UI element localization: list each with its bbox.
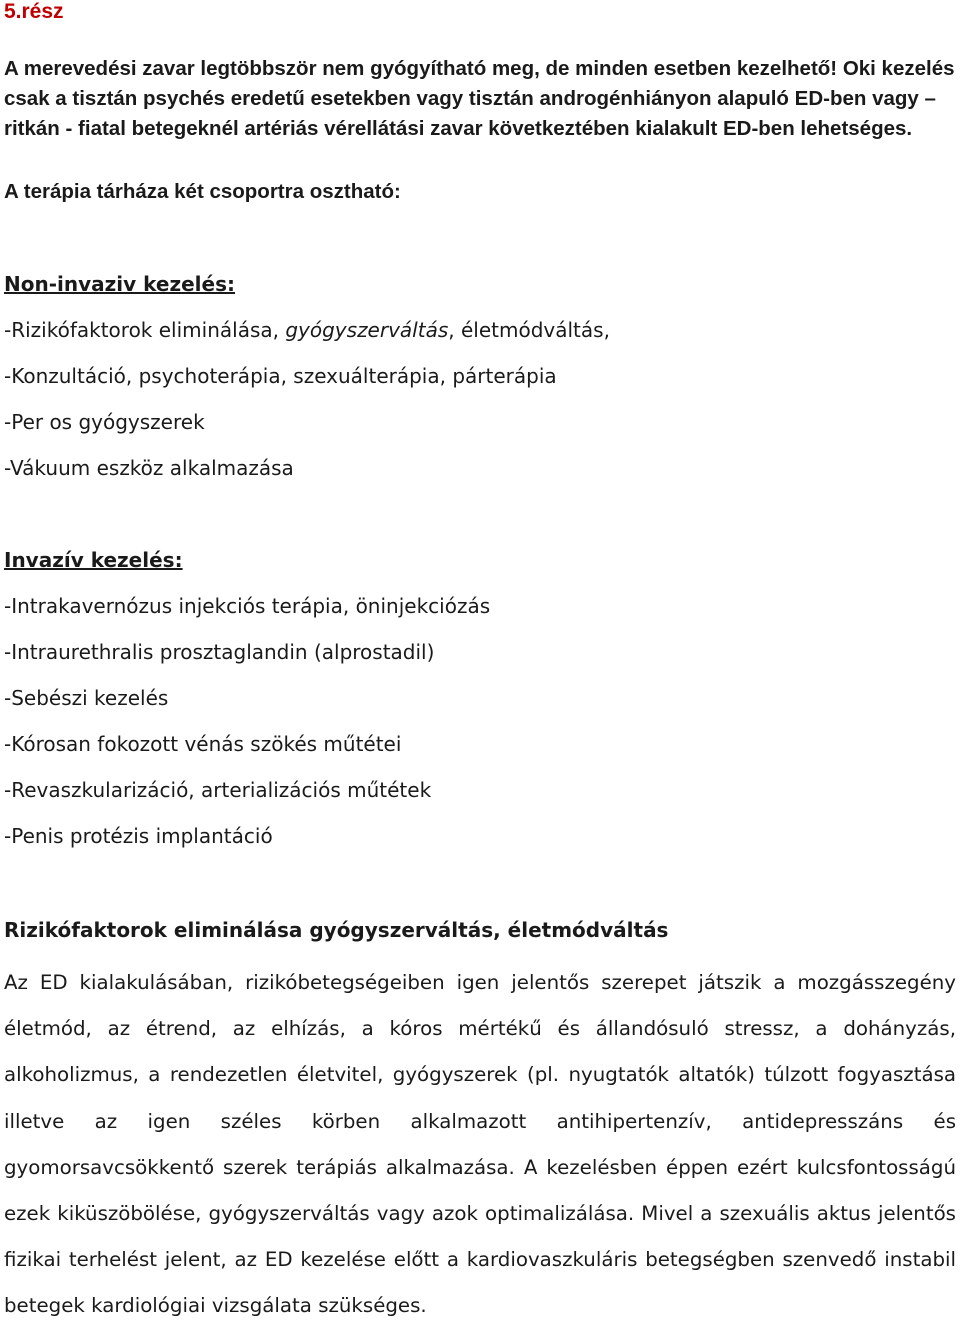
italic-term: gyógyszerváltás [285, 318, 449, 342]
list-item: -Per os gyógyszerek [4, 410, 205, 434]
invasive-list [4, 592, 490, 868]
noninvasive-heading: Non-invaziv kezelés: [4, 272, 235, 296]
noninvasive-list [4, 316, 610, 500]
intro-paragraph: A merevedési zavar legtöbbször nem gyógyítható meg, de minden esetben kezelhető! Oki kezelés csak a tisztán psychés eredetű esetekben vagy tisztán androgénhiányon alapuló ED-ben vagy – ritkán - fiatal betegeknél artériás vérellátási zavar következtében kialakult ED-ben lehetséges. [4, 57, 955, 140]
list-item: -Penis protézis implantáció [4, 824, 273, 848]
part-title: 5.rész [4, 0, 64, 23]
list-item: -Rizikófaktorok eliminálása, gyógyszerváltás, életmódváltás, [4, 318, 610, 342]
intro-subline: A terápia tárháza két csoportra osztható: [4, 180, 401, 203]
list-item: -Konzultáció, psychoterápia, szexuálterápia, párterápia [4, 364, 557, 388]
list-item: -Intraurethralis prosztaglandin (alprostadil) [4, 640, 435, 664]
list-item: -Intrakavernózus injekciós terápia, öninjekciózás [4, 594, 491, 618]
list-item: -Sebészi kezelés [4, 686, 169, 710]
section-title: Rizikófaktorok eliminálása gyógyszerváltás, életmódváltás [4, 918, 669, 942]
list-item: -Kórosan fokozott vénás szökés műtétei [4, 732, 402, 756]
invasive-heading: Invazív kezelés: [4, 548, 183, 572]
list-item: -Vákuum eszköz alkalmazása [4, 456, 294, 480]
list-item: -Revaszkularizáció, arterializációs műtétek [4, 778, 432, 802]
section-paragraph: Az ED kialakulásában, rizikóbetegségeiben igen jelentős szerepet játszik a mozgásszegény életmód, az étrend, az elhízás, a kóros mértékű és állandósuló stressz, a dohányzás, alkoholizmus, a rendezetlen életvitel, gyógyszerek (pl. nyugtatók altatók) túlzott fogyasztása illetve az igen széles körben alkalmazott antihipertenzív, antidepresszáns és gyomorsavcsökkentő szerek terápiás alkalmazása. A kezelésben éppen ezért kulcsfontosságú ezek kiküszöbölése, gyógyszerváltás vagy azok optimalizálása. Mivel a szexuális aktus jelentős fizikai terhelést jelent, az ED kezelése előtt a kardiovaszkuláris betegségben szenvedő instabil betegek kardiológiai vizsgálata szükséges. [4, 971, 956, 1318]
